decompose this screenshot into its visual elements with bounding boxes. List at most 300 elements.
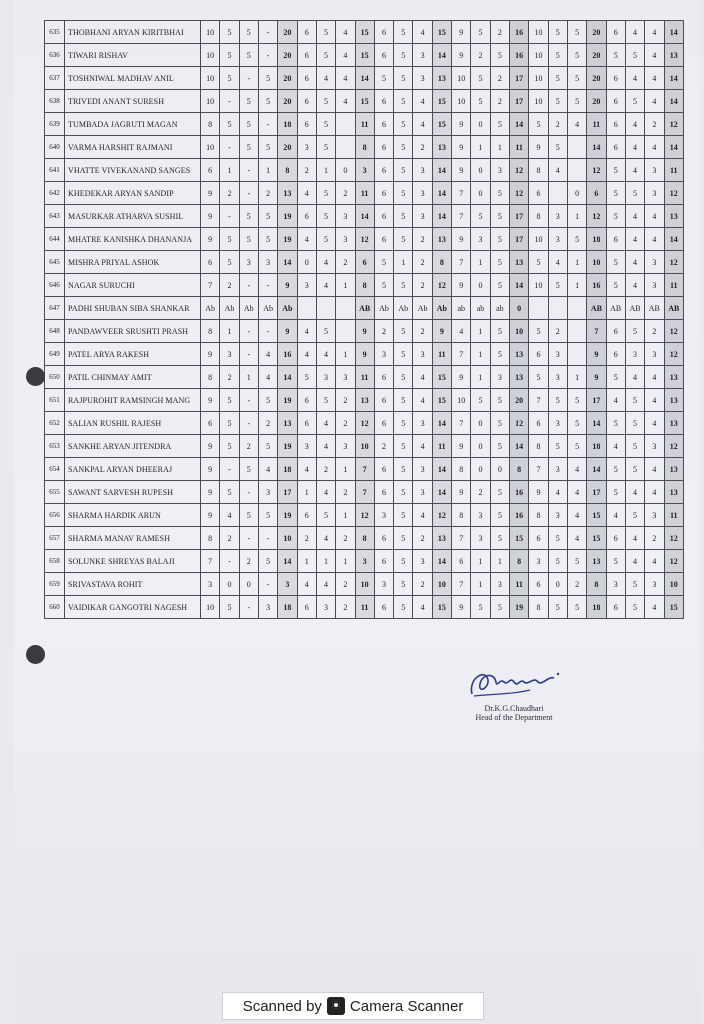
mark-cell: 3 xyxy=(413,481,432,504)
mark-cell: 1 xyxy=(220,320,239,343)
total-cell: 17 xyxy=(278,481,297,504)
mark-cell: 4 xyxy=(567,113,586,136)
signatory-title: Head of the Department xyxy=(475,713,553,722)
signatory-name: Dr.K.G.Chaudhari xyxy=(484,704,544,713)
mark-cell: 4 xyxy=(625,205,644,228)
table-row xyxy=(45,573,684,596)
mark-cell: 4 xyxy=(645,596,664,619)
mark-cell: 3 xyxy=(645,573,664,596)
mark-cell: 4 xyxy=(413,504,432,527)
mark-cell: 2 xyxy=(645,320,664,343)
mark-cell: 5 xyxy=(239,21,258,44)
roll-number: 642 xyxy=(45,182,65,205)
mark-cell: - xyxy=(239,182,258,205)
total-cell: 10 xyxy=(355,435,374,458)
mark-cell: 2 xyxy=(645,113,664,136)
mark-cell: 2 xyxy=(297,527,316,550)
mark-cell: - xyxy=(258,274,277,297)
mark-cell: 5 xyxy=(316,389,335,412)
total-cell: 14 xyxy=(432,412,451,435)
mark-cell: 6 xyxy=(297,205,316,228)
mark-cell: 6 xyxy=(374,113,393,136)
mark-cell: 6 xyxy=(374,389,393,412)
mark-cell: 2 xyxy=(548,320,567,343)
marks-table xyxy=(44,20,684,619)
table-row xyxy=(45,320,684,343)
mark-cell: 5 xyxy=(316,90,335,113)
total-cell: 12 xyxy=(510,412,529,435)
mark-cell: 5 xyxy=(316,113,335,136)
mark-cell: 6 xyxy=(297,596,316,619)
total-cell: 20 xyxy=(278,44,297,67)
student-name: PADHI SHUBAN SIBA SHANKAR xyxy=(65,297,201,320)
mark-cell: - xyxy=(239,159,258,182)
mark-cell: 5 xyxy=(606,274,625,297)
total-cell: 13 xyxy=(664,481,684,504)
mark-cell: - xyxy=(220,458,239,481)
mark-cell: 4 xyxy=(548,481,567,504)
mark-cell: 3 xyxy=(258,481,277,504)
total-cell: 15 xyxy=(664,596,684,619)
mark-cell: 2 xyxy=(413,136,432,159)
mark-cell: 4 xyxy=(316,67,335,90)
mark-cell: 2 xyxy=(220,527,239,550)
mark-cell: 5 xyxy=(490,435,509,458)
student-name: PATEL ARYA RAKESH xyxy=(65,343,201,366)
mark-cell: 2 xyxy=(567,573,586,596)
table-row xyxy=(45,67,684,90)
mark-cell: 4 xyxy=(606,504,625,527)
mark-cell: 6 xyxy=(297,389,316,412)
mark-cell: 5 xyxy=(316,320,335,343)
mark-cell: 6 xyxy=(297,113,316,136)
mark-cell: 6 xyxy=(606,320,625,343)
mark-cell: 6 xyxy=(606,136,625,159)
mark-cell: 10 xyxy=(201,596,220,619)
mark-cell: 4 xyxy=(316,412,335,435)
mark-cell: 3 xyxy=(336,205,355,228)
mark-cell: 4 xyxy=(567,504,586,527)
mark-cell: AB xyxy=(625,297,644,320)
total-cell: 16 xyxy=(510,481,529,504)
mark-cell: 0 xyxy=(239,573,258,596)
mark-cell: 2 xyxy=(471,481,490,504)
mark-cell: 5 xyxy=(220,67,239,90)
mark-cell xyxy=(336,113,355,136)
mark-cell: 5 xyxy=(394,182,413,205)
total-cell: 8 xyxy=(432,251,451,274)
mark-cell: 5 xyxy=(394,596,413,619)
total-cell: 12 xyxy=(510,182,529,205)
mark-cell: 2 xyxy=(239,435,258,458)
total-cell: 8 xyxy=(587,573,606,596)
mark-cell: 5 xyxy=(220,412,239,435)
total-cell: 11 xyxy=(510,573,529,596)
mark-cell: 5 xyxy=(490,44,509,67)
mark-cell: 5 xyxy=(239,113,258,136)
mark-cell: 5 xyxy=(625,320,644,343)
mark-cell: 3 xyxy=(645,435,664,458)
total-cell: 9 xyxy=(432,320,451,343)
roll-number: 639 xyxy=(45,113,65,136)
mark-cell: 9 xyxy=(201,481,220,504)
mark-cell: 4 xyxy=(625,228,644,251)
total-cell: 14 xyxy=(278,550,297,573)
mark-cell: 1 xyxy=(239,366,258,389)
mark-cell: 5 xyxy=(471,205,490,228)
mark-cell: 10 xyxy=(201,21,220,44)
table-row xyxy=(45,113,684,136)
mark-cell: 8 xyxy=(529,159,548,182)
mark-cell: 2 xyxy=(645,527,664,550)
mark-cell: 5 xyxy=(394,205,413,228)
mark-cell: 5 xyxy=(606,458,625,481)
mark-cell: 5 xyxy=(471,389,490,412)
mark-cell: 4 xyxy=(625,366,644,389)
mark-cell: 5 xyxy=(394,550,413,573)
total-cell: 13 xyxy=(664,44,684,67)
total-cell: 14 xyxy=(355,67,374,90)
mark-cell: 4 xyxy=(297,228,316,251)
mark-cell: 7 xyxy=(529,458,548,481)
total-cell: 13 xyxy=(664,205,684,228)
mark-cell: 0 xyxy=(567,182,586,205)
student-name: SOLUNKE SHREYAS BALAJI xyxy=(65,550,201,573)
total-cell: AB xyxy=(664,297,684,320)
roll-number: 647 xyxy=(45,297,65,320)
table-row xyxy=(45,435,684,458)
mark-cell: 5 xyxy=(297,366,316,389)
mark-cell xyxy=(336,297,355,320)
mark-cell: 7 xyxy=(201,550,220,573)
mark-cell: 8 xyxy=(529,504,548,527)
mark-cell: 5 xyxy=(490,320,509,343)
mark-cell: 5 xyxy=(258,136,277,159)
mark-cell: 9 xyxy=(452,136,471,159)
total-cell: 17 xyxy=(510,228,529,251)
mark-cell: 4 xyxy=(645,90,664,113)
mark-cell xyxy=(316,297,335,320)
mark-cell: 10 xyxy=(529,274,548,297)
total-cell: 19 xyxy=(278,205,297,228)
mark-cell: 5 xyxy=(567,412,586,435)
mark-cell: 1 xyxy=(490,550,509,573)
mark-cell: 6 xyxy=(374,159,393,182)
mark-cell: 3 xyxy=(336,228,355,251)
mark-cell: 5 xyxy=(239,228,258,251)
mark-cell: - xyxy=(239,67,258,90)
mark-cell: 3 xyxy=(316,366,335,389)
mark-cell: 5 xyxy=(220,389,239,412)
mark-cell: 4 xyxy=(645,67,664,90)
total-cell: 11 xyxy=(432,435,451,458)
mark-cell: 5 xyxy=(316,504,335,527)
total-cell: 9 xyxy=(278,320,297,343)
mark-cell: 3 xyxy=(336,435,355,458)
mark-cell: 3 xyxy=(471,504,490,527)
mark-cell: Ab xyxy=(413,297,432,320)
mark-cell: 2 xyxy=(490,90,509,113)
total-cell: 3 xyxy=(278,573,297,596)
total-cell: 14 xyxy=(432,458,451,481)
mark-cell: 0 xyxy=(336,159,355,182)
mark-cell: 5 xyxy=(548,67,567,90)
mark-cell: 5 xyxy=(220,21,239,44)
mark-cell: 3 xyxy=(548,366,567,389)
mark-cell: 9 xyxy=(452,274,471,297)
total-cell: 3 xyxy=(355,550,374,573)
mark-cell: 6 xyxy=(529,182,548,205)
total-cell: 13 xyxy=(432,228,451,251)
mark-cell: 3 xyxy=(529,550,548,573)
mark-cell: 5 xyxy=(606,366,625,389)
mark-cell: 5 xyxy=(220,113,239,136)
total-cell: 8 xyxy=(355,274,374,297)
mark-cell: 2 xyxy=(413,527,432,550)
total-cell: 10 xyxy=(278,527,297,550)
mark-cell: 5 xyxy=(625,573,644,596)
total-cell: 11 xyxy=(664,274,684,297)
mark-cell: 1 xyxy=(471,136,490,159)
total-cell: 18 xyxy=(278,458,297,481)
mark-cell: 10 xyxy=(201,136,220,159)
mark-cell: 0 xyxy=(471,182,490,205)
mark-cell: 5 xyxy=(471,21,490,44)
mark-cell: 7 xyxy=(452,573,471,596)
student-name: VAIDIKAR GANGOTRI NAGESH xyxy=(65,596,201,619)
mark-cell: 10 xyxy=(452,67,471,90)
mark-cell: 5 xyxy=(220,44,239,67)
total-cell: 14 xyxy=(664,136,684,159)
total-cell: 14 xyxy=(510,435,529,458)
mark-cell: 3 xyxy=(239,251,258,274)
table-row xyxy=(45,159,684,182)
mark-cell: 3 xyxy=(413,44,432,67)
mark-cell: 2 xyxy=(336,412,355,435)
mark-cell: 5 xyxy=(548,136,567,159)
mark-cell: 4 xyxy=(645,458,664,481)
total-cell: 16 xyxy=(510,504,529,527)
mark-cell: 5 xyxy=(490,527,509,550)
mark-cell: 1 xyxy=(336,550,355,573)
total-cell: 18 xyxy=(587,435,606,458)
total-cell: 12 xyxy=(664,320,684,343)
total-cell: AB xyxy=(587,297,606,320)
mark-cell: 3 xyxy=(413,412,432,435)
mark-cell: Ab xyxy=(201,297,220,320)
mark-cell xyxy=(567,297,586,320)
mark-cell xyxy=(529,297,548,320)
mark-cell: 8 xyxy=(201,320,220,343)
document-page xyxy=(14,0,700,1024)
table-row xyxy=(45,44,684,67)
total-cell: 12 xyxy=(664,435,684,458)
total-cell: 11 xyxy=(355,366,374,389)
mark-cell: 9 xyxy=(452,21,471,44)
total-cell: 13 xyxy=(278,412,297,435)
mark-cell: 6 xyxy=(606,67,625,90)
mark-cell: 1 xyxy=(316,550,335,573)
mark-cell: AB xyxy=(606,297,625,320)
total-cell: 9 xyxy=(587,366,606,389)
mark-cell: 5 xyxy=(548,274,567,297)
total-cell: 12 xyxy=(432,274,451,297)
mark-cell: 3 xyxy=(471,228,490,251)
mark-cell: 4 xyxy=(567,527,586,550)
mark-cell: 5 xyxy=(258,90,277,113)
mark-cell: 9 xyxy=(452,228,471,251)
mark-cell: 6 xyxy=(374,458,393,481)
mark-cell: 2 xyxy=(258,182,277,205)
mark-cell: 1 xyxy=(336,274,355,297)
mark-cell: 3 xyxy=(606,573,625,596)
mark-cell: 4 xyxy=(567,481,586,504)
mark-cell: 2 xyxy=(297,159,316,182)
total-cell: 20 xyxy=(278,90,297,113)
total-cell: 13 xyxy=(664,412,684,435)
table-row xyxy=(45,504,684,527)
mark-cell: 5 xyxy=(548,44,567,67)
mark-cell: 5 xyxy=(316,21,335,44)
mark-cell: 3 xyxy=(374,343,393,366)
mark-cell: 4 xyxy=(645,205,664,228)
mark-cell: 3 xyxy=(413,458,432,481)
roll-number: 649 xyxy=(45,343,65,366)
total-cell: 14 xyxy=(432,550,451,573)
roll-number: 651 xyxy=(45,389,65,412)
mark-cell: 6 xyxy=(374,21,393,44)
mark-cell: 7 xyxy=(452,343,471,366)
total-cell: 13 xyxy=(664,389,684,412)
mark-cell: 1 xyxy=(490,136,509,159)
mark-cell: 5 xyxy=(490,251,509,274)
mark-cell: 6 xyxy=(529,573,548,596)
total-cell: 12 xyxy=(587,205,606,228)
student-name: SHARMA MANAV RAMESH xyxy=(65,527,201,550)
mark-cell: - xyxy=(239,343,258,366)
mark-cell: 9 xyxy=(201,504,220,527)
mark-cell: 5 xyxy=(606,412,625,435)
student-name: KHEDEKAR ARYAN SANDIP xyxy=(65,182,201,205)
mark-cell: - xyxy=(239,481,258,504)
total-cell: 15 xyxy=(510,527,529,550)
student-name: MHATRE KANISHKA DHANANJA xyxy=(65,228,201,251)
mark-cell: 4 xyxy=(316,251,335,274)
mark-cell: 10 xyxy=(452,90,471,113)
mark-cell: 4 xyxy=(220,504,239,527)
total-cell: 17 xyxy=(587,481,606,504)
mark-cell xyxy=(567,343,586,366)
mark-cell: 10 xyxy=(201,44,220,67)
total-cell: 20 xyxy=(587,90,606,113)
mark-cell: 5 xyxy=(490,412,509,435)
mark-cell: 9 xyxy=(452,596,471,619)
mark-cell: 5 xyxy=(625,504,644,527)
mark-cell: 5 xyxy=(548,596,567,619)
total-cell: 20 xyxy=(510,389,529,412)
total-cell: 14 xyxy=(510,113,529,136)
mark-cell: 1 xyxy=(297,550,316,573)
mark-cell: 5 xyxy=(394,527,413,550)
total-cell: 16 xyxy=(510,44,529,67)
mark-cell: 5 xyxy=(490,205,509,228)
total-cell: 13 xyxy=(510,366,529,389)
mark-cell: 5 xyxy=(606,159,625,182)
roll-number: 635 xyxy=(45,21,65,44)
mark-cell: 5 xyxy=(394,274,413,297)
mark-cell: 10 xyxy=(529,44,548,67)
watermark-prefix: Scanned by xyxy=(242,997,322,1015)
mark-cell: 2 xyxy=(220,366,239,389)
total-cell: 20 xyxy=(278,136,297,159)
mark-cell: 3 xyxy=(490,573,509,596)
total-cell: 14 xyxy=(664,90,684,113)
total-cell: 12 xyxy=(587,159,606,182)
mark-cell: 4 xyxy=(548,251,567,274)
mark-cell: 9 xyxy=(452,113,471,136)
student-name: VARMA HARSHIT RAJMANI xyxy=(65,136,201,159)
marks-table-body xyxy=(45,21,684,619)
mark-cell: 3 xyxy=(548,504,567,527)
mark-cell: 1 xyxy=(471,320,490,343)
student-name: TOSHNIWAL MADHAV ANIL xyxy=(65,67,201,90)
total-cell: 15 xyxy=(432,21,451,44)
table-row xyxy=(45,527,684,550)
mark-cell: 3 xyxy=(201,573,220,596)
mark-cell: 3 xyxy=(258,596,277,619)
roll-number: 638 xyxy=(45,90,65,113)
total-cell: 14 xyxy=(432,182,451,205)
mark-cell: 1 xyxy=(471,251,490,274)
mark-cell: 5 xyxy=(548,550,567,573)
mark-cell: - xyxy=(220,90,239,113)
total-cell: 15 xyxy=(587,504,606,527)
roll-number: 644 xyxy=(45,228,65,251)
total-cell: 15 xyxy=(432,596,451,619)
total-cell: 18 xyxy=(278,113,297,136)
mark-cell: 3 xyxy=(220,343,239,366)
total-cell: 13 xyxy=(510,343,529,366)
mark-cell xyxy=(548,182,567,205)
mark-cell: 6 xyxy=(201,412,220,435)
mark-cell: 6 xyxy=(201,251,220,274)
mark-cell: 6 xyxy=(374,596,393,619)
mark-cell: 1 xyxy=(471,573,490,596)
mark-cell: 5 xyxy=(625,596,644,619)
roll-number: 645 xyxy=(45,251,65,274)
mark-cell: 5 xyxy=(529,320,548,343)
mark-cell: 4 xyxy=(645,550,664,573)
mark-cell: 3 xyxy=(548,205,567,228)
student-name: NAGAR SURUCHI xyxy=(65,274,201,297)
student-name: SANKPAL ARYAN DHEERAJ xyxy=(65,458,201,481)
mark-cell: 2 xyxy=(220,182,239,205)
table-row xyxy=(45,251,684,274)
table-row xyxy=(45,389,684,412)
mark-cell: 8 xyxy=(201,113,220,136)
student-name: THOBHANI ARYAN KIRITBHAI xyxy=(65,21,201,44)
mark-cell: 4 xyxy=(645,366,664,389)
mark-cell: 1 xyxy=(567,251,586,274)
mark-cell: 1 xyxy=(567,366,586,389)
mark-cell: 3 xyxy=(374,573,393,596)
mark-cell: 2 xyxy=(316,458,335,481)
mark-cell: 5 xyxy=(258,228,277,251)
mark-cell: Ab xyxy=(258,297,277,320)
total-cell: 19 xyxy=(278,228,297,251)
mark-cell: 5 xyxy=(220,435,239,458)
mark-cell: 6 xyxy=(452,550,471,573)
